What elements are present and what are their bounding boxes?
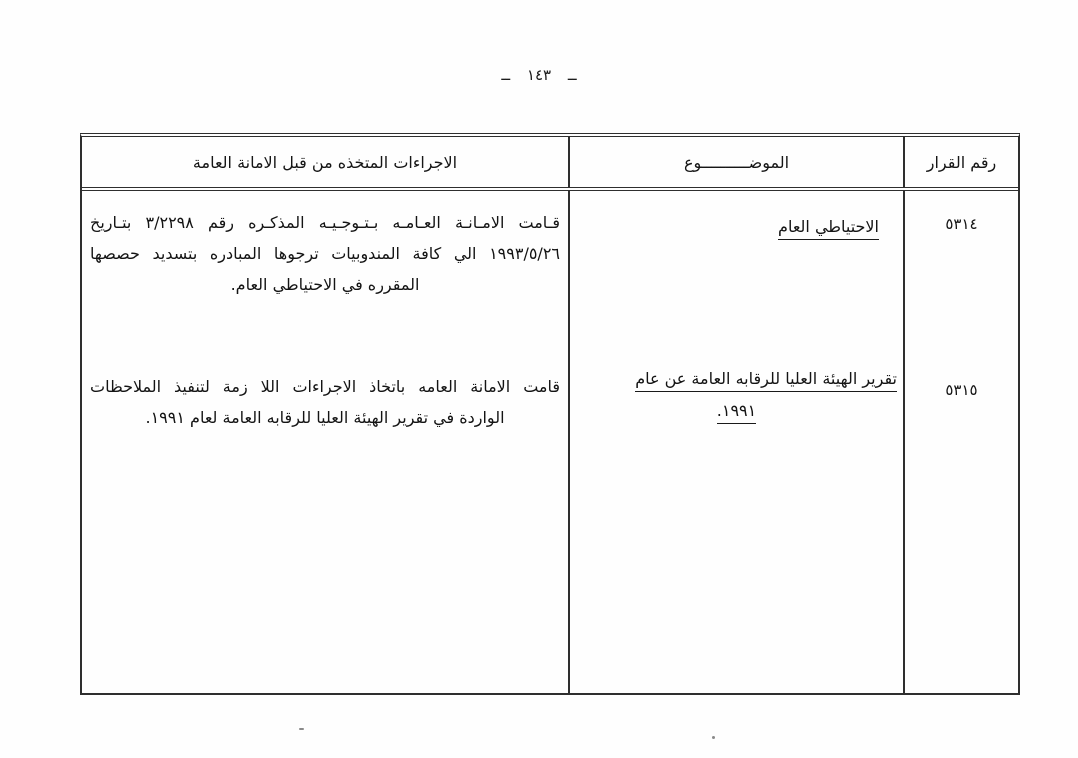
actions-row2-line1: قامت الامانة العامه باتخاذ الاجراءات اللا زمة لتنفيذ الملاحظات <box>90 377 560 396</box>
actions-row1-line3: المقرره في الاحتياطي العام. <box>230 275 420 294</box>
table-header-row <box>82 137 1018 191</box>
decisions-table <box>80 133 1020 695</box>
table-body <box>82 191 1018 693</box>
column-decision-number <box>903 191 1018 693</box>
header-cell-decision-number: رقم القرار <box>903 137 1018 187</box>
subject-row2-line2: ١٩٩١. <box>717 401 756 424</box>
decision-number-row1: ٥٣١٤ <box>945 215 978 233</box>
actions-row2-line2: الواردة في تقرير الهيئة العليا للرقابه العامة لعام ١٩٩١. <box>145 408 505 427</box>
subject-row2 <box>570 369 903 433</box>
scan-speck-right <box>712 736 715 739</box>
actions-row1-line1: قـامت الامـانـة العـامـه بـتـوجـيـه المذكـره رقم ٣/٢٢٩٨ بتـاريخ <box>90 213 561 232</box>
subject-row1-text: الاحتياطي العام <box>778 217 879 240</box>
actions-row1 <box>82 207 568 300</box>
header-cell-actions: الاجراءات المتخذه من قبل الامانة العامة <box>192 152 458 172</box>
decision-number-row2: ٥٣١٥ <box>945 381 978 399</box>
actions-row2 <box>82 371 568 433</box>
actions-row1-line2: ١٩٩٣/٥/٢٦ الي كافة المندوبيات ترجوها المبادره بتسديد حصصها <box>90 244 560 263</box>
header-cell-subject: الموضــــــــــوع <box>568 137 903 187</box>
scan-speck-left <box>299 728 304 730</box>
subject-row2-line1: تقرير الهيئة العليا للرقابه العامة عن عام <box>635 369 897 392</box>
column-actions <box>82 191 568 693</box>
subject-row1 <box>570 217 903 236</box>
column-subject <box>568 191 903 693</box>
page-number: ــ ١٤٣ ــ <box>501 66 577 84</box>
